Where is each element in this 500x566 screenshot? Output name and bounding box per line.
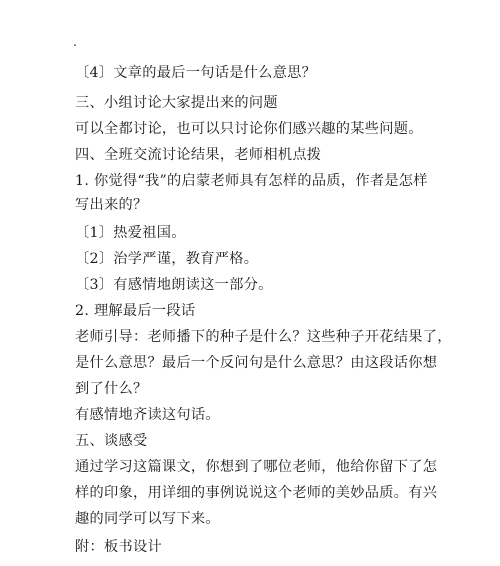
section-5-body-line-3: 趣的同学可以写下来。 — [75, 511, 220, 527]
sub-item-1: 〔1〕热爱祖国。 — [75, 225, 186, 241]
teacher-guide-line-3: 到了什么？ — [75, 381, 148, 397]
section-3-heading: 三、小组讨论大家提出来的问题 — [75, 95, 278, 111]
section-5-heading: 五、谈感受 — [75, 433, 148, 449]
section-4-heading: 四、全班交流讨论结果，老师相机点拨 — [75, 147, 322, 163]
read-aloud-line: 有感情地齐读这句话。 — [75, 407, 220, 423]
question-4-line: 〔4〕文章的最后一句话是什么意思？ — [75, 65, 317, 81]
teacher-guide-line-2: 是什么意思？最后一个反问句是什么意思？由这段话你想 — [75, 355, 438, 371]
sub-item-2: 〔2〕治学严谨，教育严格。 — [75, 251, 259, 267]
appendix-heading: 附：板书设计 — [75, 539, 162, 555]
item-2-heading: 2. 理解最后一段话 — [75, 303, 196, 319]
item-1-line-2: 写出来的？ — [75, 197, 148, 213]
section-5-body-line-2: 样的印象，用详细的事例说说这个老师的美妙品质。有兴 — [75, 485, 438, 501]
section-3-body: 可以全都讨论，也可以只讨论你们感兴趣的某些问题。 — [75, 121, 423, 137]
section-5-body-line-1: 通过学习这篇课文，你想到了哪位老师，他给你留下了怎 — [75, 459, 438, 475]
sub-item-3: 〔3〕有感情地朗读这一部分。 — [75, 277, 273, 293]
teacher-guide-line-1: 老师引导：老师播下的种子是什么？这些种子开花结果了， — [75, 329, 452, 345]
item-1-line-1: 1. 你觉得“我”的启蒙老师具有怎样的品质，作者是怎样 — [75, 173, 428, 189]
stray-dot: . — [73, 35, 77, 49]
